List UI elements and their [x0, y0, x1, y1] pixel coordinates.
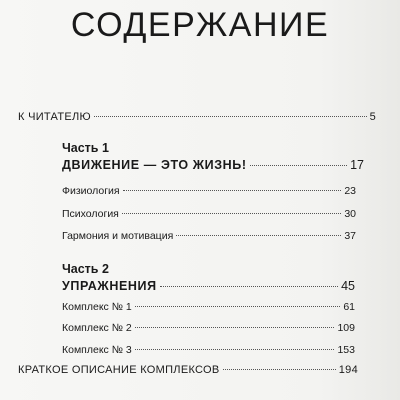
toc-item-page: 37: [344, 230, 356, 242]
toc-item-label: Психология: [62, 208, 119, 220]
toc-item-page: 153: [337, 344, 355, 356]
toc-item-label: Комплекс № 3: [62, 344, 132, 356]
part-1-label: Часть 1: [62, 141, 109, 155]
part-2-label: Часть 2: [62, 262, 109, 276]
toc-heading-label: ДВИЖЕНИЕ — ЭТО ЖИЗНЬ!: [62, 158, 247, 172]
toc-item-label: Комплекс № 2: [62, 322, 132, 334]
toc-heading-part-2: [62, 279, 355, 293]
toc-entry-label: КРАТКОЕ ОПИСАНИЕ КОМПЛЕКСОВ: [18, 364, 220, 376]
leader-dots: [160, 286, 338, 287]
toc-item: [62, 344, 355, 356]
toc-heading-page: 45: [341, 279, 355, 293]
toc-heading-part-1: [62, 158, 364, 172]
leader-dots: [135, 306, 341, 307]
toc-heading-page: 17: [350, 158, 364, 172]
toc-item: [62, 322, 355, 334]
toc-heading-label: УПРАЖНЕНИЯ: [62, 279, 157, 293]
toc-item: [62, 230, 356, 242]
toc-entry-page: 194: [338, 364, 358, 376]
toc-item-page: 109: [337, 322, 355, 334]
toc-item-page: 23: [344, 185, 356, 197]
leader-dots: [123, 190, 342, 191]
toc-item: [62, 185, 356, 197]
leader-dots: [94, 116, 367, 117]
toc-item-label: Физиология: [62, 185, 120, 197]
leader-dots: [135, 349, 335, 350]
leader-dots: [250, 165, 347, 166]
leader-dots: [176, 235, 341, 236]
leader-dots: [122, 213, 341, 214]
toc-entry-summary: [18, 364, 358, 376]
toc-item-label: Гармония и мотивация: [62, 230, 174, 242]
leader-dots: [223, 369, 336, 370]
toc-item-page: 30: [344, 208, 356, 220]
toc-entry-label: К ЧИТАТЕЛЮ: [18, 111, 91, 123]
toc-item-page: 61: [343, 301, 355, 313]
toc-item: [62, 301, 355, 313]
toc-item: [62, 208, 356, 220]
toc-item-label: Комплекс № 1: [62, 301, 132, 313]
page-title: СОДЕРЖАНИЕ: [70, 6, 330, 44]
toc-entry-page: 5: [369, 111, 376, 123]
toc-entry-reader: [18, 111, 376, 123]
leader-dots: [135, 327, 335, 328]
